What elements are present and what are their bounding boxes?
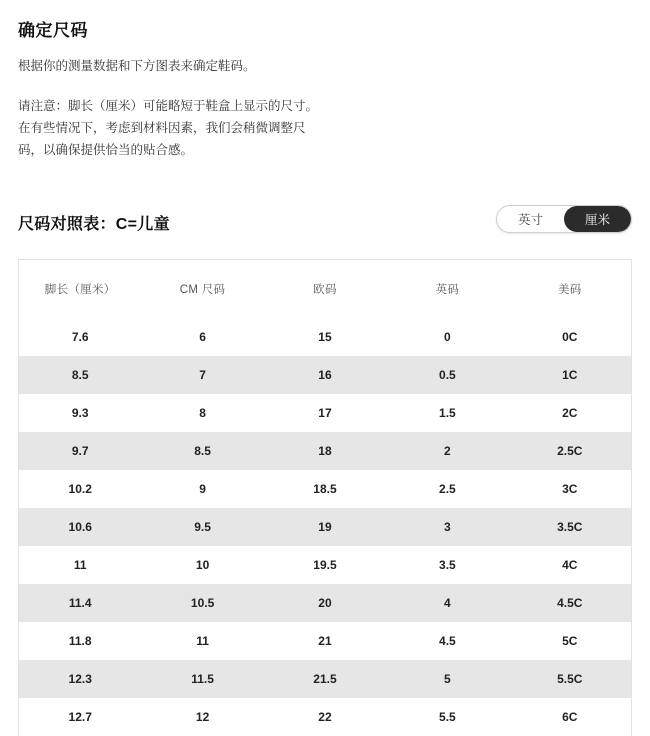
cell-cm-size: 12 <box>141 698 263 736</box>
table-row <box>19 698 631 736</box>
cell-cm-size: 7 <box>141 356 263 394</box>
cell-us-size: 6C <box>509 698 631 736</box>
table-row <box>19 508 631 546</box>
cell-us-size: 3.5C <box>509 508 631 546</box>
cell-foot-length: 11 <box>19 546 141 584</box>
cell-eu-size: 21 <box>264 622 386 660</box>
cell-cm-size: 8.5 <box>141 432 263 470</box>
column-header-eu-size: 欧码 <box>264 260 386 318</box>
note-text: 请注意：脚长（厘米）可能略短于鞋盒上显示的尺寸。在有些情况下，考虑到材料因素，我们会稍微调整尺码，以确保提供恰当的贴合感。 <box>18 98 319 157</box>
table-row <box>19 584 631 622</box>
cell-us-size: 4.5C <box>509 584 631 622</box>
unit-option-inch[interactable]: 英寸 <box>517 213 543 228</box>
table-row <box>19 394 631 432</box>
cell-uk-size: 1.5 <box>386 394 508 432</box>
table-row <box>19 318 631 356</box>
cell-eu-size: 20 <box>264 584 386 622</box>
table-row <box>19 660 631 698</box>
cell-cm-size: 10 <box>141 546 263 584</box>
table-head <box>19 260 631 318</box>
cell-us-size: 2C <box>509 394 631 432</box>
cell-uk-size: 2 <box>386 432 508 470</box>
cell-cm-size: 9 <box>141 470 263 508</box>
cell-foot-length: 9.3 <box>19 394 141 432</box>
table-row <box>19 622 631 660</box>
cell-uk-size: 0 <box>386 318 508 356</box>
cell-uk-size: 5.5 <box>386 698 508 736</box>
cell-cm-size: 9.5 <box>141 508 263 546</box>
cell-us-size: 5.5C <box>509 660 631 698</box>
cell-us-size: 1C <box>509 356 631 394</box>
cell-us-size: 4C <box>509 546 631 584</box>
cell-foot-length: 11.8 <box>19 622 141 660</box>
cell-foot-length: 7.6 <box>19 318 141 356</box>
column-header-foot-length: 脚长（厘米） <box>19 260 141 318</box>
size-table-container <box>18 259 632 736</box>
cell-eu-size: 16 <box>264 356 386 394</box>
cell-eu-size: 15 <box>264 318 386 356</box>
cell-uk-size: 0.5 <box>386 356 508 394</box>
cell-foot-length: 8.5 <box>19 356 141 394</box>
cell-uk-size: 2.5 <box>386 470 508 508</box>
cell-eu-size: 19.5 <box>264 546 386 584</box>
cell-uk-size: 4.5 <box>386 622 508 660</box>
cell-eu-size: 22 <box>264 698 386 736</box>
page-title: 确定尺码 <box>18 21 88 40</box>
size-chart-title: 尺码对照表：C=儿童 <box>18 216 170 234</box>
cell-foot-length: 10.6 <box>19 508 141 546</box>
cell-cm-size: 11 <box>141 622 263 660</box>
cell-uk-size: 5 <box>386 660 508 698</box>
cell-eu-size: 18 <box>264 432 386 470</box>
cell-eu-size: 18.5 <box>264 470 386 508</box>
chart-header <box>0 205 650 245</box>
table-row <box>19 432 631 470</box>
table-body <box>19 318 631 736</box>
table-row <box>19 356 631 394</box>
cell-eu-size: 21.5 <box>264 660 386 698</box>
cell-uk-size: 3 <box>386 508 508 546</box>
unit-toggle[interactable] <box>496 205 632 233</box>
cell-cm-size: 10.5 <box>141 584 263 622</box>
cell-foot-length: 12.7 <box>19 698 141 736</box>
cell-eu-size: 17 <box>264 394 386 432</box>
cell-foot-length: 10.2 <box>19 470 141 508</box>
cell-cm-size: 6 <box>141 318 263 356</box>
table-row <box>19 546 631 584</box>
cell-us-size: 5C <box>509 622 631 660</box>
cell-us-size: 3C <box>509 470 631 508</box>
intro-text: 根据你的测量数据和下方图表来确定鞋码。 <box>18 59 256 73</box>
cell-foot-length: 9.7 <box>19 432 141 470</box>
cell-eu-size: 19 <box>264 508 386 546</box>
cell-cm-size: 8 <box>141 394 263 432</box>
column-header-us-size: 美码 <box>509 260 631 318</box>
cell-foot-length: 12.3 <box>19 660 141 698</box>
cell-cm-size: 11.5 <box>141 660 263 698</box>
cell-us-size: 2.5C <box>509 432 631 470</box>
cell-foot-length: 11.4 <box>19 584 141 622</box>
column-header-cm-size: CM 尺码 <box>141 260 263 318</box>
column-header-uk-size: 英码 <box>386 260 508 318</box>
table-header-row <box>19 260 631 318</box>
cell-uk-size: 3.5 <box>386 546 508 584</box>
table-row <box>19 470 631 508</box>
size-table <box>19 260 631 736</box>
cell-us-size: 0C <box>509 318 631 356</box>
cell-uk-size: 4 <box>386 584 508 622</box>
size-guide-page <box>0 16 650 725</box>
unit-option-cm[interactable]: 厘米 <box>564 206 631 232</box>
